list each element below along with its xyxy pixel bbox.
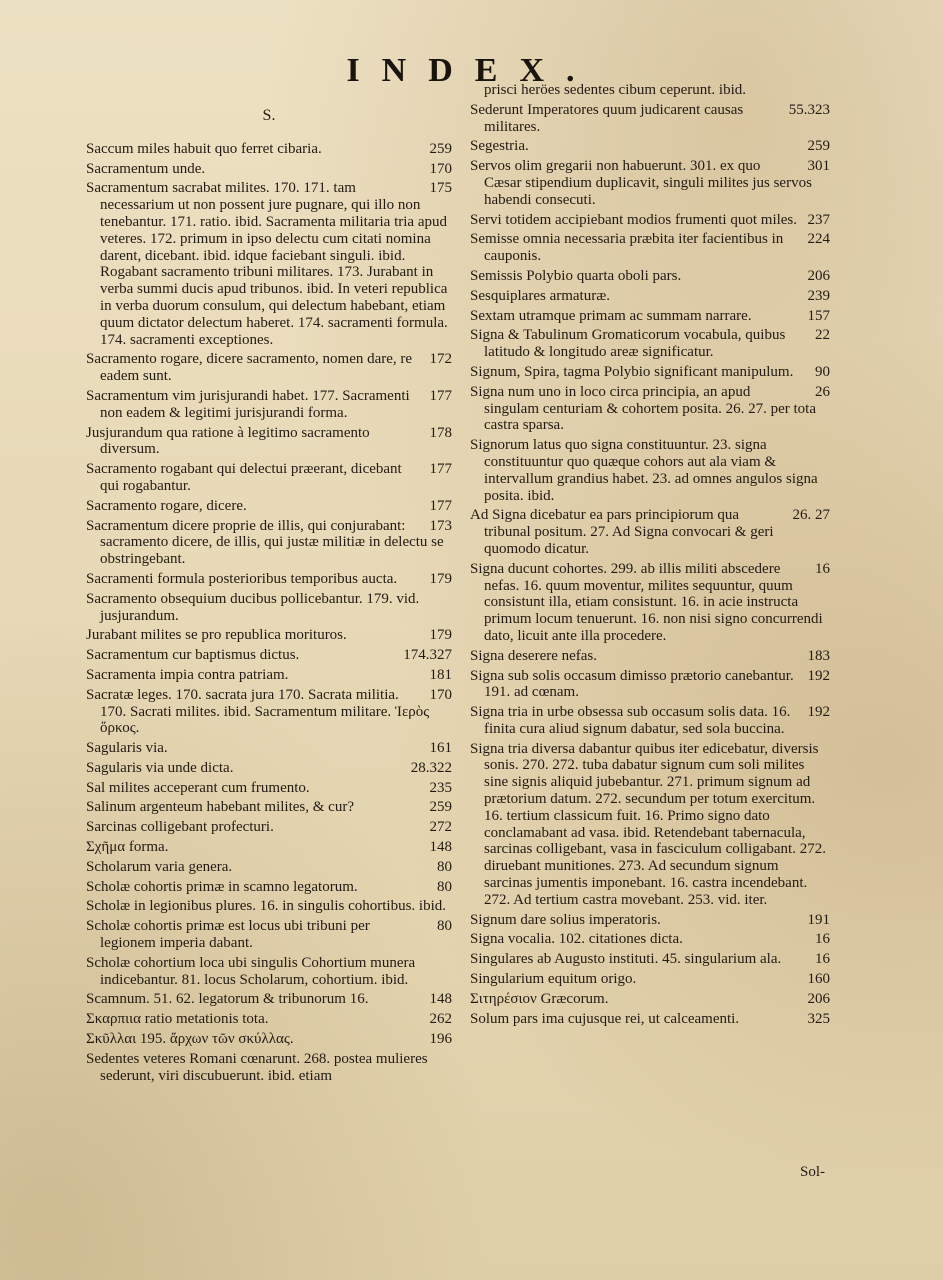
entry-text: Signum, Spira, tagma Polybio significant manipulum.: [470, 363, 794, 380]
entry-text: Sacramentum unde.: [86, 160, 206, 177]
index-entry: [470, 231, 830, 265]
entry-page-ref: 28.322: [410, 759, 452, 776]
entry-text: Sacramentum dicere proprie de illis, qui conjurabant: sacramento dicere, de illis, qui justæ militiæ in delectu se obstringebant.: [86, 517, 444, 568]
index-entry: [86, 461, 452, 495]
entry-text: Jusjurandum qua ratione à legitimo sacramento diversum.: [86, 424, 370, 458]
entry-page-ref: 16: [815, 560, 830, 577]
entry-text: Sacramento rogare, dicere.: [86, 497, 247, 514]
entry-text: Semisse omnia necessaria præbita iter facientibus in cauponis.: [470, 231, 784, 265]
entry-page-ref: 26. 27: [792, 507, 830, 524]
entry-page-ref: 175: [429, 180, 452, 197]
index-entry: [470, 1011, 830, 1028]
entry-page-ref: 55.323: [788, 101, 830, 118]
entry-text: Salinum argenteum habebant milites, & cur?: [86, 799, 354, 816]
entry-page-ref: 191: [807, 911, 830, 928]
entry-page-ref: 80: [437, 918, 452, 935]
index-entry: [470, 384, 830, 434]
entry-text: Signa tria diversa dabantur quibus iter edicebatur, diversis sonis. 270. 272. tuba dabatur signum cum soli milites sine signis aliquid jubebantur. 271. primum signum ad prætorium datum. 272. secundum per totum exercitum. 16. tertium classicum fuit. 16. Primo signo dato conclamabant ad vasa. ibid. Retendebant tabernacula, sarcinas colligebant, vasa in fasciculum colligabant. 272. diruebant munitiones. 273. Ad secundum signum sarcinas jumentis imponebant. 16. castra incendebant. 272. Ad tertium castra movebant. 253. vid. iter.: [470, 740, 826, 908]
entry-text: Signa sub solis occasum dimisso prætorio canebantur. 191. ad cœnam.: [470, 667, 794, 701]
entry-page-ref: 170: [429, 160, 452, 177]
entry-text: Sederunt Imperatores quum judicarent causas militares.: [470, 101, 744, 135]
index-entry: [470, 364, 830, 381]
entry-text: Sagularis via.: [86, 740, 168, 757]
catchword: Sol-: [800, 1164, 826, 1180]
entry-page-ref: 259: [429, 799, 452, 816]
index-entry: [86, 498, 452, 515]
entry-page-ref: 192: [807, 704, 830, 721]
index-entry: [470, 668, 830, 702]
entry-text: Sal milites acceperant cum frumento.: [86, 779, 310, 796]
entry-page-ref: 183: [807, 647, 830, 664]
index-entry: [86, 687, 452, 737]
entry-page-ref: 174.327: [403, 647, 452, 664]
entry-text: Σιτηρέσιον Græcorum.: [470, 990, 609, 1007]
index-entry: [86, 859, 452, 876]
entry-page-ref: 235: [429, 779, 452, 796]
index-entry: [470, 138, 830, 155]
entry-text: Sacratæ leges. 170. sacrata jura 170. Sacrata militia. 170. Sacrati milites. ibid. Sacramentum militare. Ἱερὸς ὅρκος.: [86, 686, 430, 737]
entry-page-ref: 262: [429, 1011, 452, 1028]
index-entry: [86, 760, 452, 777]
entry-text: Signa vocalia. 102. citationes dicta.: [470, 931, 683, 948]
entry-page-ref: 272: [429, 819, 452, 836]
index-entry: [470, 971, 830, 988]
entry-text: Signum dare solius imperatoris.: [470, 911, 661, 928]
index-entry: [86, 955, 452, 989]
entry-text: Sacramento obsequium ducibus pollicebantur. 179. vid. jusjurandum.: [86, 590, 420, 624]
page-title: INDEX.: [346, 52, 597, 89]
index-entry: [470, 327, 830, 361]
section-letter: S.: [262, 107, 276, 124]
entry-text: Sacramentum cur baptismus dictus.: [86, 647, 300, 664]
entry-page-ref: 206: [807, 267, 830, 284]
entry-text: Servi totidem accipiebant modios frumenti quot miles.: [470, 211, 798, 228]
entry-text: Ad Signa dicebatur ea pars principiorum qua tribunal positum. 27. Ad Signa convocari & geri quomodo dicatur.: [470, 507, 774, 557]
entry-page-ref: 148: [429, 991, 452, 1008]
entry-page-ref: 196: [429, 1031, 452, 1048]
entry-page-ref: 237: [807, 211, 830, 228]
entry-text: Signa ducunt cohortes. 299. ab illis militi abscedere nefas. 16. quum moventur, milites sequuntur, quum consistunt illa, etiam consistunt. 16. in acie instructa primum locum tenuerunt. 16. non nisi signo concurrendi dato, licuit ante illa procedere.: [470, 560, 823, 644]
index-entry: [86, 351, 452, 385]
entry-text: Signorum latus quo signa constituuntur. 23. signa constituuntur quo quæque cohors aut ala viam & intervallum grandius habet. 23. ad omnes angulos signa posita. ibid.: [470, 437, 818, 504]
index-entry: [470, 212, 830, 229]
entry-page-ref: 170: [429, 686, 452, 703]
entry-page-ref: 179: [429, 570, 452, 587]
entry-page-ref: 178: [429, 424, 452, 441]
entry-page-ref: 16: [815, 951, 830, 968]
entry-page-ref: 179: [429, 627, 452, 644]
index-entry: [86, 591, 452, 625]
entry-text: Solum pars ima cujusque rei, ut calceamenti.: [470, 1010, 740, 1027]
entry-text: Sedentes veteres Romani cœnarunt. 268. postea mulieres sederunt, viri discubuerunt. ibid. etiam: [86, 1050, 428, 1084]
index-entry: [86, 740, 452, 757]
entry-page-ref: 80: [437, 858, 452, 875]
entry-page-ref: 325: [807, 1010, 830, 1027]
entry-page-ref: 157: [807, 307, 830, 324]
entry-page-ref: 80: [437, 878, 452, 895]
index-entry: [86, 918, 452, 952]
entry-text: Servos olim gregarii non habuerunt. 301. ex quo Cæsar stipendium duplicavit, singuli milites jus servos habendi consecuti.: [470, 158, 812, 208]
entry-page-ref: 181: [429, 666, 452, 683]
entry-page-ref: 192: [807, 667, 830, 684]
index-column-left: [86, 82, 452, 1087]
index-entry: [470, 951, 830, 968]
index-entry: [470, 437, 830, 504]
entry-text: Sesquiplares armaturæ.: [470, 287, 610, 304]
index-entry: [86, 627, 452, 644]
entry-text: Sacramentum vim jurisjurandi habet. 177. Sacramenti non eadem & legitimi jurisjurandi forma.: [86, 387, 410, 421]
entry-text: Σχῆμα forma.: [86, 839, 169, 856]
entry-text: Σκῦλλαι 195. ἄρχων τῶν σκύλλας.: [86, 1031, 294, 1048]
index-entry: [470, 991, 830, 1008]
index-entry: [86, 1011, 452, 1028]
entry-text: Scamnum. 51. 62. legatorum & tribunorum 16.: [86, 991, 369, 1008]
entry-page-ref: 301: [807, 158, 830, 175]
entry-text: Signa & Tabulinum Gromaticorum vocabula, quibus latitudo & longitudo areæ significatur.: [470, 327, 786, 361]
index-entry: [86, 180, 452, 348]
index-entry: [470, 912, 830, 929]
index-entry: [86, 799, 452, 816]
entry-text: Sacramentum sacrabat milites. 170. 171. tam necessarium ut non possent jure pugnare, qui illo non tenebantur. 171. ratio. ibid. Sacramenta militaria tria apud veteres. 172. primum in ipso delectu cum citati nomina darent, dicebant. ibid. idque faciebant singuli. ibid. Rogabant sacramento tribuni militares. 173. Jurabant in verba summi ducis apud tribunos. ibid. In veteri republica in verba duorum consulum, qui delectum habebant, etiam quum dictator delectum haberet. 174. sacramenti formula. 174. sacramenti exceptiones.: [86, 180, 448, 348]
index-entry: [470, 561, 830, 645]
entry-text: Sacramenta impia contra patriam.: [86, 666, 289, 683]
index-entry: [470, 704, 830, 738]
entry-page-ref: 161: [429, 740, 452, 757]
right-entry-list: [470, 102, 830, 1028]
index-entry: [86, 425, 452, 459]
entry-page-ref: 259: [429, 140, 452, 157]
index-entry: [470, 268, 830, 285]
entry-text: Jurabant milites se pro republica morituros.: [86, 627, 347, 644]
entry-text: Σκαρπιια ratio metationis tota.: [86, 1011, 269, 1028]
index-entry: [86, 571, 452, 588]
index-entry: [470, 102, 830, 136]
index-entry: [86, 141, 452, 158]
entry-page-ref: 16: [815, 931, 830, 948]
entry-text: Sarcinas colligebant profecturi.: [86, 819, 274, 836]
entry-page-ref: 90: [815, 363, 830, 380]
index-entry: [470, 648, 830, 665]
entry-text: Signa tria in urbe obsessa sub occasum solis data. 16. finita cura aliud signum dabatur, sed sola buccina.: [470, 704, 791, 737]
index-entry: [86, 991, 452, 1008]
entry-text: Sextam utramque primam ac summam narrare.: [470, 307, 752, 324]
entry-page-ref: 206: [807, 990, 830, 1007]
index-entry: [86, 1031, 452, 1048]
entry-text: Singulares ab Augusto instituti. 45. singularium ala.: [470, 951, 782, 968]
entry-text: Segestria.: [470, 138, 529, 155]
index-entry: [86, 388, 452, 422]
entry-text: Scholæ in legionibus plures. 16. in singulis cohortibus. ibid.: [86, 898, 446, 915]
entry-text: Scholæ cohortis primæ in scamno legatorum.: [86, 878, 358, 895]
index-entry: [86, 780, 452, 797]
entry-page-ref: 160: [807, 971, 830, 988]
entry-page-ref: 173: [429, 517, 452, 534]
entry-page-ref: 172: [429, 351, 452, 368]
entry-text: Singularium equitum origo.: [470, 971, 637, 988]
entry-page-ref: 22: [815, 327, 830, 344]
index-entry: [470, 158, 830, 208]
index-entry: [470, 741, 830, 909]
entry-text: Sacramento rogabant qui delectui præerant, dicebant qui rogabantur.: [86, 461, 402, 494]
index-entry: [86, 819, 452, 836]
entry-page-ref: 224: [807, 231, 830, 248]
entry-page-ref: 177: [429, 497, 452, 514]
index-entry: [86, 1051, 452, 1085]
entry-page-ref: 177: [429, 461, 452, 478]
index-entry: [86, 647, 452, 664]
index-column-right: [470, 82, 830, 1030]
index-entry: [470, 308, 830, 325]
entry-text: Sacramenti formula posterioribus temporibus aucta.: [86, 570, 398, 587]
index-entry: [470, 931, 830, 948]
index-entry: [86, 879, 452, 896]
entry-page-ref: 177: [429, 387, 452, 404]
entry-text: Saccum miles habuit quo ferret cibaria.: [86, 140, 322, 157]
left-entry-list: [86, 141, 452, 1085]
index-entry: [86, 839, 452, 856]
entry-text: Signa deserere nefas.: [470, 647, 598, 664]
entry-text: Semissis Polybio quarta oboli pars.: [470, 267, 682, 284]
entry-page-ref: 239: [807, 287, 830, 304]
index-entry: [86, 667, 452, 684]
index-entry: [470, 288, 830, 305]
index-entry: [470, 507, 830, 557]
entry-text: Scholæ cohortium loca ubi singulis Cohortium munera indicebantur. 81. locus Scholarum, cohortium. ibid.: [86, 954, 416, 988]
index-entry: [86, 518, 452, 568]
continued-entry: prisci heröes sedentes cibum ceperunt. ibid.: [484, 82, 747, 98]
index-entry: [86, 898, 452, 915]
entry-text: Scholarum varia genera.: [86, 858, 233, 875]
entry-page-ref: 148: [429, 839, 452, 856]
entry-page-ref: 26: [815, 383, 830, 400]
entry-page-ref: 259: [807, 138, 830, 155]
entry-text: Scholæ cohortis primæ est locus ubi tribuni per legionem imperia dabant.: [86, 918, 370, 952]
entry-text: Signa num uno in loco circa principia, an apud singulam centuriam & cohortem posita. 26. 27. per tota castra sparsa.: [470, 383, 817, 434]
entry-text: Sagularis via unde dicta.: [86, 759, 234, 776]
entry-text: Sacramento rogare, dicere sacramento, nomen dare, re eadem sunt.: [86, 351, 413, 385]
index-entry: [86, 161, 452, 178]
